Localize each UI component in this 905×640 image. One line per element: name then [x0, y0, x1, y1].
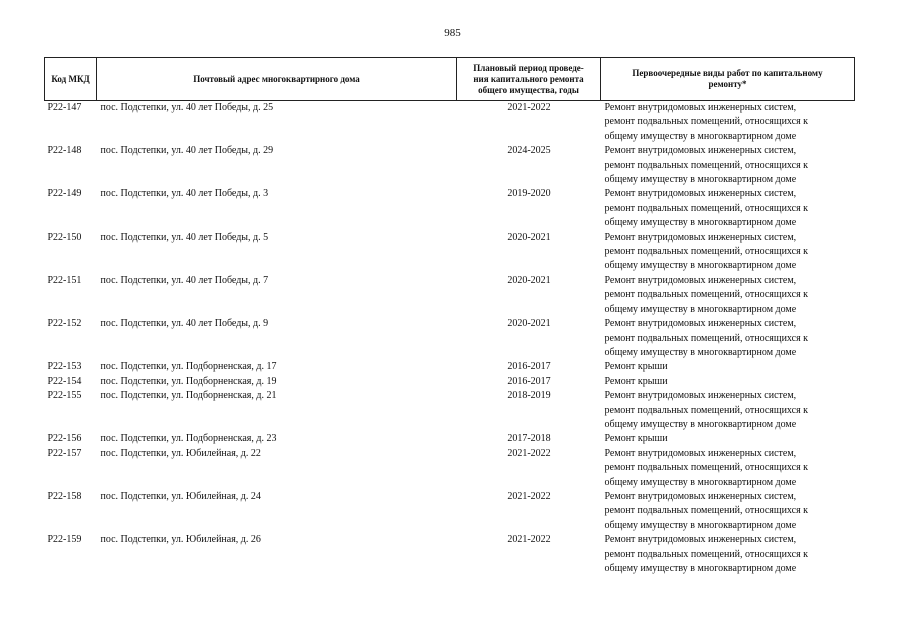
works-line: Ремонт внутридомовых инженерных систем, [604, 102, 797, 113]
works-cell [601, 432, 855, 446]
period-cell: 2024-2025 [507, 145, 551, 157]
works-cell [601, 389, 855, 432]
works-line: общему имуществу в многоквартирном доме [604, 346, 797, 358]
mkd-code-cell: Р22-152 [47, 318, 82, 330]
address-cell: пос. Подстепки, ул. 40 лет Победы, д. 29 [100, 145, 274, 157]
works-cell [601, 375, 855, 389]
works-line: общему имуществу в многоквартирном доме [604, 303, 797, 315]
address-cell: пос. Подстепки, ул. Подборненская, д. 17 [100, 361, 277, 373]
works-line: ремонт подвальных помещений, относящихся к [604, 404, 809, 416]
works-line: общему имуществу в многоквартирном доме [604, 217, 797, 229]
works-line: ремонт подвальных помещений, относящихся к [604, 202, 809, 214]
works-line: общему имуществу в многоквартирном доме [604, 418, 797, 430]
header-works-line: ремонту* [708, 79, 747, 89]
address-cell: пос. Подстепки, ул. Юбилейная, д. 24 [100, 490, 261, 502]
works-line: Ремонт крыши [604, 433, 668, 445]
works-cell [601, 144, 855, 187]
works-cell [601, 490, 855, 533]
header-row [45, 58, 855, 101]
mkd-code-cell: Р22-149 [47, 188, 82, 200]
address-cell: пос. Подстепки, ул. 40 лет Победы, д. 25 [100, 102, 274, 113]
mkd-code-cell: Р22-148 [47, 145, 82, 157]
works-line: Ремонт внутридомовых инженерных систем, [604, 188, 797, 200]
table-row [45, 447, 855, 490]
address-cell: пос. Подстепки, ул. Подборненская, д. 21 [100, 390, 277, 402]
works-cell [601, 447, 855, 490]
works-line: ремонт подвальных помещений, относящихся к [604, 289, 809, 301]
works-line: Ремонт внутридомовых инженерных систем, [604, 390, 797, 402]
works-cell [601, 231, 855, 274]
mkd-code-cell: Р22-155 [47, 390, 82, 402]
header-period-line: ния капитального ремонта [473, 73, 584, 84]
works-line: ремонт подвальных помещений, относящихся к [604, 505, 809, 517]
header-period [457, 58, 601, 101]
table-row [45, 389, 855, 432]
table-row [45, 274, 855, 317]
works-cell [601, 360, 855, 374]
mkd-code-cell: Р22-147 [47, 102, 82, 113]
works-line: ремонт подвальных помещений, относящихся к [604, 332, 809, 344]
table-row [45, 375, 855, 389]
works-cell [601, 533, 855, 576]
address-cell: пос. Подстепки, ул. Подборненская, д. 19 [100, 375, 277, 387]
table-row [45, 187, 855, 230]
works-line: общему имуществу в многоквартирном доме [604, 260, 797, 272]
header-code: Код МКД [45, 58, 97, 101]
table-row [45, 144, 855, 187]
mkd-code-cell: Р22-150 [47, 231, 82, 243]
works-line: ремонт подвальных помещений, относящихся к [604, 116, 809, 128]
address-cell: пос. Подстепки, ул. Подборненская, д. 23 [100, 433, 277, 445]
works-line: Ремонт внутридомовых инженерных систем, [604, 145, 797, 157]
period-cell: 2019-2020 [507, 188, 551, 200]
period-cell: 2020-2021 [507, 318, 551, 330]
table-row [45, 533, 855, 576]
mkd-code-cell: Р22-159 [47, 534, 82, 546]
table-row [45, 231, 855, 274]
mkd-code-cell: Р22-154 [47, 375, 82, 387]
mkd-code-cell: Р22-151 [47, 274, 82, 286]
works-line: Ремонт внутридомовых инженерных систем, [604, 231, 797, 243]
works-line: общему имуществу в многоквартирном доме [604, 563, 797, 574]
table-row [45, 101, 855, 145]
works-line: общему имуществу в многоквартирном доме [604, 130, 797, 142]
period-cell: 2018-2019 [507, 390, 551, 402]
period-cell: 2020-2021 [507, 274, 551, 286]
table-body [45, 101, 855, 577]
works-line: Ремонт внутридомовых инженерных систем, [604, 534, 797, 546]
works-line: ремонт подвальных помещений, относящихся к [604, 159, 809, 171]
period-cell: 2017-2018 [507, 433, 551, 445]
table-row [45, 317, 855, 360]
mkd-code-cell: Р22-156 [47, 433, 82, 445]
table-header [45, 58, 855, 101]
address-cell: пос. Подстепки, ул. Юбилейная, д. 22 [100, 447, 261, 459]
works-cell [601, 187, 855, 230]
works-line: Ремонт внутридомовых инженерных систем, [604, 490, 797, 502]
mkd-code-cell: Р22-153 [47, 361, 82, 373]
works-line: ремонт подвальных помещений, относящихся к [604, 246, 809, 258]
header-works [601, 58, 855, 101]
works-cell [601, 274, 855, 317]
mkd-code-cell: Р22-158 [47, 490, 82, 502]
address-cell: пос. Подстепки, ул. 40 лет Победы, д. 3 [100, 188, 269, 200]
address-cell: пос. Подстепки, ул. 40 лет Победы, д. 7 [100, 274, 269, 286]
table-row [45, 360, 855, 374]
works-line: общему имуществу в многоквартирном доме [604, 476, 797, 488]
table-row [45, 432, 855, 446]
works-cell [601, 101, 855, 145]
address-cell: пос. Подстепки, ул. Юбилейная, д. 26 [100, 534, 261, 546]
works-line: общему имуществу в многоквартирном доме [604, 519, 797, 531]
works-line: Ремонт внутридомовых инженерных систем, [604, 274, 797, 286]
works-line: Ремонт крыши [604, 361, 668, 373]
period-cell: 2021-2022 [507, 490, 551, 502]
capital-repair-table [44, 57, 855, 576]
mkd-code-cell: Р22-157 [47, 447, 82, 459]
works-line: ремонт подвальных помещений, относящихся к [604, 462, 809, 474]
works-line: ремонт подвальных помещений, относящихся к [604, 548, 809, 560]
works-line: общему имуществу в многоквартирном доме [604, 174, 797, 186]
period-cell: 2021-2022 [507, 102, 551, 113]
address-cell: пос. Подстепки, ул. 40 лет Победы, д. 5 [100, 231, 269, 243]
works-cell [601, 317, 855, 360]
works-line: Ремонт крыши [604, 375, 668, 387]
header-address: Почтовый адрес многоквартирного дома [97, 58, 457, 101]
period-cell: 2016-2017 [507, 361, 551, 373]
period-cell: 2021-2022 [507, 447, 551, 459]
address-cell: пос. Подстепки, ул. 40 лет Победы, д. 9 [100, 318, 269, 330]
period-cell: 2021-2022 [507, 534, 551, 546]
period-cell: 2020-2021 [507, 231, 551, 243]
period-cell: 2016-2017 [507, 375, 551, 387]
header-works-line: Первоочередные виды работ по капитальному [632, 68, 823, 78]
header-period-line: общего имущества, годы [478, 84, 579, 95]
page-number: 985 [444, 27, 461, 39]
header-period-line: Плановый период проведе- [473, 62, 584, 73]
works-line: Ремонт внутридомовых инженерных систем, [604, 447, 797, 459]
table-row [45, 490, 855, 533]
works-line: Ремонт внутридомовых инженерных систем, [604, 318, 797, 330]
